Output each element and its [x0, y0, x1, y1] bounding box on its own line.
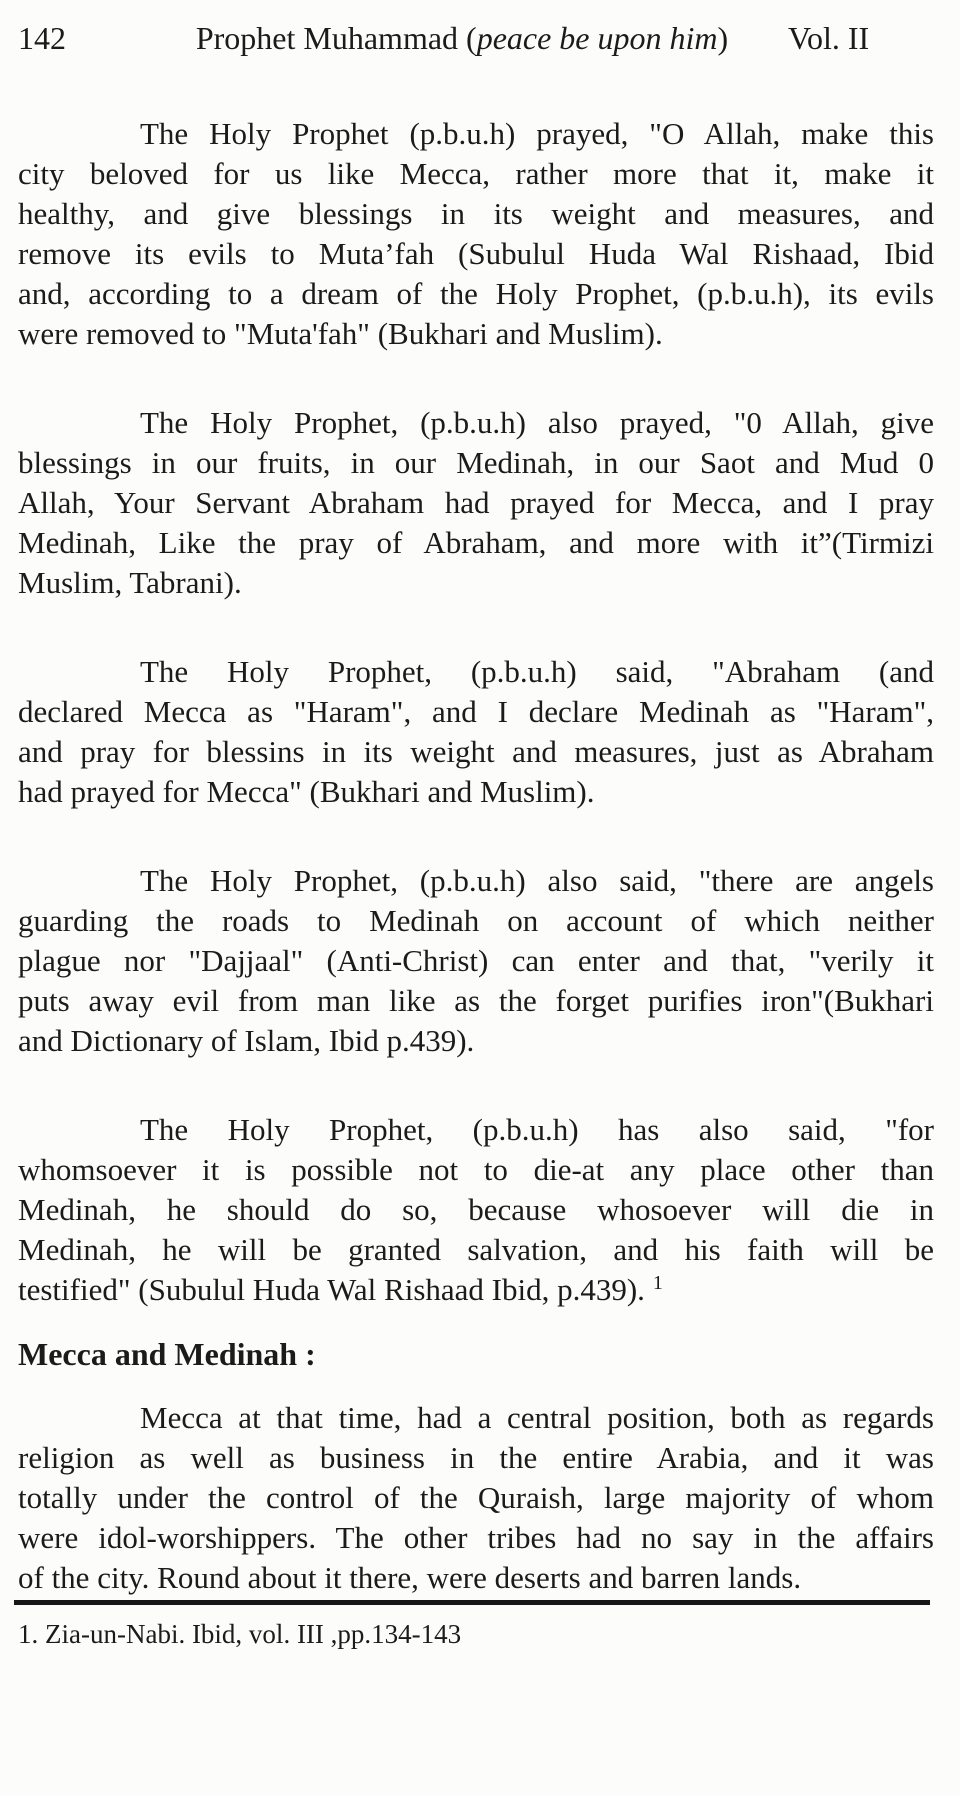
- title-suffix: ): [717, 20, 729, 56]
- footnote-reference: 1: [652, 1271, 663, 1294]
- text-line: totally under the control of the Quraish, large majority of whom: [18, 1480, 934, 1515]
- text-line: and, according to a dream of the Holy Prophet, (p.b.u.h), its evils: [18, 276, 934, 311]
- text-line: plague nor "Dajjaal" (Anti-Christ) can enter and that, "verily it: [18, 943, 934, 978]
- text-line: puts away evil from man like as the forget purifies iron"(Bukhari: [18, 983, 934, 1018]
- text-line: The Holy Prophet (p.b.u.h) prayed, "O Allah, make this: [140, 116, 934, 151]
- paragraph-5: [18, 1110, 934, 1310]
- text-line: of the city. Round about it there, were deserts and barren lands.: [18, 1560, 802, 1595]
- running-header: [18, 18, 934, 58]
- text-line: declared Mecca as "Haram", and I declare Medinah as "Haram",: [18, 694, 934, 729]
- paragraph-1: [18, 114, 934, 354]
- text-line: Muslim, Tabrani).: [18, 565, 242, 600]
- text-line: Medinah, Like the pray of Abraham, and more with it”(Tirmizi: [18, 525, 934, 560]
- text-line: whomsoever it is possible not to die-at any place other than: [18, 1152, 934, 1187]
- text-line: The Holy Prophet, (p.b.u.h) has also said, "for: [140, 1112, 934, 1147]
- text-line: and Dictionary of Islam, Ibid p.439).: [18, 1023, 475, 1058]
- paragraph-3: [18, 652, 934, 812]
- text-line: The Holy Prophet, (p.b.u.h) also prayed, "0 Allah, give: [140, 405, 934, 440]
- text-line: Medinah, he will be granted salvation, and his faith will be: [18, 1232, 934, 1267]
- text-line: [18, 1270, 934, 1310]
- text-line: guarding the roads to Medinah on account of which neither: [18, 903, 934, 938]
- text-line: and pray for blessins in its weight and measures, just as Abraham: [18, 734, 934, 769]
- text-line: The Holy Prophet, (p.b.u.h) also said, "there are angels: [140, 863, 934, 898]
- text-line-content: testified" (Subulul Huda Wal Rishaad Ibid, p.439).: [18, 1272, 645, 1307]
- text-line: had prayed for Mecca" (Bukhari and Muslim).: [18, 774, 595, 809]
- text-line: city beloved for us like Mecca, rather more that it, make it: [18, 156, 934, 191]
- text-line: remove its evils to Muta’fah (Subulul Huda Wal Rishaad, Ibid: [18, 236, 934, 271]
- text-line: were removed to "Muta'fah" (Bukhari and Muslim).: [18, 316, 663, 351]
- section-heading: Mecca and Medinah :: [18, 1336, 316, 1372]
- text-line: Mecca at that time, had a central position, both as regards: [140, 1400, 934, 1435]
- footnote-rule: [14, 1600, 930, 1605]
- page-number: 142: [18, 20, 66, 56]
- text-line: Medinah, he should do so, because whosoever will die in: [18, 1192, 934, 1227]
- book-title: [136, 18, 788, 58]
- text-line: The Holy Prophet, (p.b.u.h) said, "Abraham (and: [140, 654, 934, 689]
- text-line: religion as well as business in the entire Arabia, and it was: [18, 1440, 934, 1475]
- title-prefix: Prophet Muhammad (: [195, 20, 477, 56]
- paragraph-4: [18, 861, 934, 1061]
- text-line: were idol-worshippers. The other tribes had no say in the affairs: [18, 1520, 934, 1555]
- title-italic: peace be upon him: [476, 20, 718, 56]
- text-line: blessings in our fruits, in our Medinah, in our Saot and Mud 0: [18, 445, 934, 480]
- paragraph-6: [18, 1398, 934, 1598]
- body-text: [18, 114, 934, 1598]
- paragraph-2: [18, 403, 934, 603]
- text-line: Allah, Your Servant Abraham had prayed for Mecca, and I pray: [18, 485, 934, 520]
- footnote: 1. Zia-un-Nabi. Ibid, vol. III ,pp.134-143: [18, 1619, 462, 1649]
- text-line: healthy, and give blessings in its weight and measures, and: [18, 196, 934, 231]
- volume-label: Vol. II: [788, 20, 870, 56]
